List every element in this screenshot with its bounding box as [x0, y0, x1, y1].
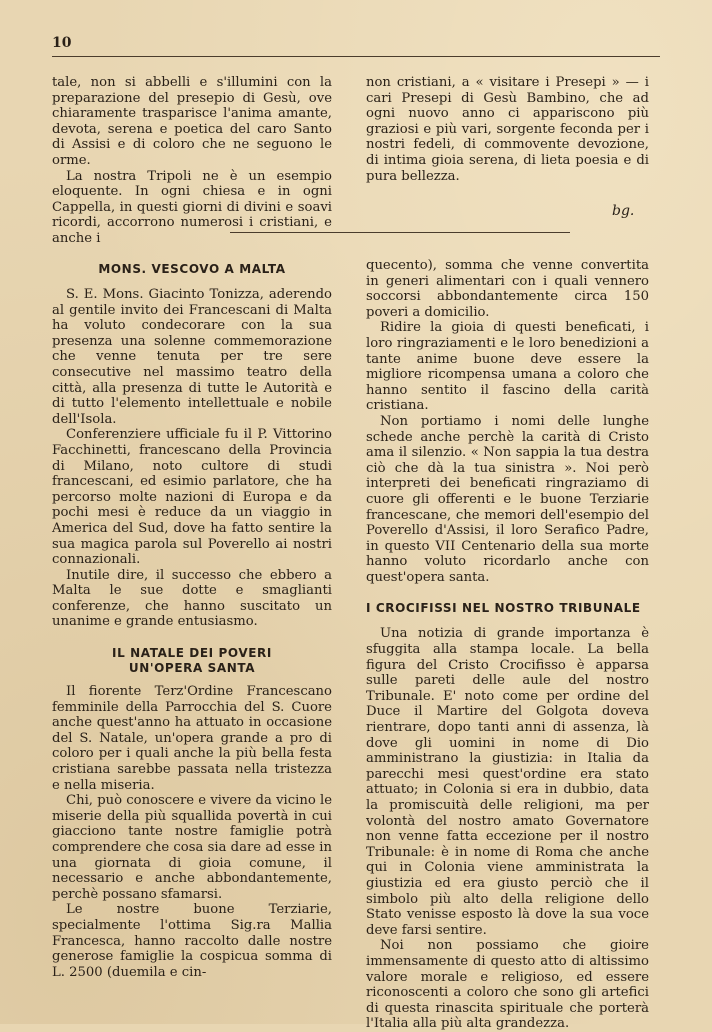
article-paragraph: Chi, può conoscere e vivere da vicino le miserie della più squallida povertà in cui giacciono tante nostre famiglie potrà comprendere che cosa sia dare ad esse in una giornata di gioia comune, il necessario e anche abbondantemente, perchè possano sfamarsi.	[52, 793, 332, 902]
left-column	[52, 258, 332, 980]
intro-right-column	[366, 75, 649, 184]
article-title	[52, 646, 332, 676]
article-title-line: UN'OPERA SANTA	[128, 661, 256, 676]
article-title-line: IL NATALE DEI POVERI	[112, 646, 272, 661]
top-rule	[52, 56, 660, 57]
article-paragraph: Inutile dire, il successo che ebbero a Malta le sue dotte e smaglianti conferenze, che hanno suscitato un unanime e grande entusiasmo.	[52, 567, 332, 630]
article-paragraph: S. E. Mons. Giacinto Tonizza, aderendo al gentile invito dei Francescani di Malta ha voluto condecorare con la sua presenza una solenne commemorazione che venne tenuta per tre sere consecutive nel massimo teatro della città, alla presenza di tutte le Autorità e di tutto l'elemento intellettuale e nobile dell'Isola.	[52, 287, 332, 427]
intro-paragraph: tale, non si abbelli e s'illumini con la preparazione del presepio di Gesù, ove chiaramente trasparisce l'anima amante, devota, serena e poetica del caro Santo di Assisi e di coloro che ne seguono le orme.	[52, 75, 332, 168]
right-column	[366, 258, 649, 1032]
article-paragraph: quecento), somma che venne convertita in generi alimentari con i quali vennero soccorsi abbondantemente circa 150 poveri a domicilio.	[366, 258, 649, 320]
page-number: 10	[52, 35, 72, 51]
article-paragraph: Noi non possiamo che gioire immensamente di questo atto di altissimo valore morale e religioso, ed essere riconoscenti a coloro che sono gli artefici di questa rinascita spirituale che porterà l'Italia alla più alta grandezza.	[366, 938, 649, 1032]
article-paragraph: Il fiorente Terz'Ordine Francescano femminile della Parrocchia del S. Cuore anche quest'anno ha attuato in occasione del S. Natale, un'opera grande a pro di coloro per i quali anche la più bella festa cristiana sarebbe passata nella tristezza e nella miseria.	[52, 684, 332, 793]
article-title: I CROCIFISSI NEL NOSTRO TRIBUNALE	[366, 601, 641, 616]
intro-left-column	[52, 75, 332, 247]
article-paragraph: Conferenziere ufficiale fu il P. Vittorino Facchinetti, francescano della Provincia di Milano, noto cultore di studi francescani, ed esimio parlatore, che ha percorso molte nazioni di Europa e da pochi mesi è reduce da un viaggio in America del Sud, dove ha fatto sentire la sua magica parola sul Poverello ai nostri connazionali.	[52, 427, 332, 568]
article-paragraph: Non portiamo i nomi delle lunghe schede anche perchè la carità di Cristo ama il silenzio. « Non sappia la tua destra ciò che dà la tua sinistra ». Noi però interpreti dei beneficati ringraziamo di cuore gli offerenti e le buone Terziarie francescane, che memori dell'esempio del Poverello d'Assisi, il loro Serafico Padre, in questo VII Centenario della sua morte hanno voluto ricordarlo anche con quest'opera santa.	[366, 413, 649, 585]
article-paragraph: Ridire la gioia di questi beneficati, i loro ringraziamenti e le loro benedizioni a tante anime buone deve essere la migliore ricompensa umana a coloro che hanno sentito il fascino della carità cristiana.	[366, 320, 649, 414]
intro-paragraph: non cristiani, a « visitare i Presepi » — i cari Presepi di Gesù Bambino, che ad ogni nuovo anno ci appariscono più graziosi e più vari, sorgente feconda per i nostri fedeli, di commovente devozione, di intima gioia serena, di lieta poesia e di pura bellezza.	[366, 75, 649, 184]
article-paragraph: Una notizia di grande importanza è sfuggita alla stampa locale. La bella figura del Cristo Crocifisso è apparsa sulle pareti delle aule del nostro Tribunale. E' noto come per ordine del Duce il Martire del Golgota doveva rientrare, dopo tanti anni di assenza, là dove gli uomini in nome di Dio amministrano la giustizia: in Italia da parecchi mesi quest'ordine era stato attuato; in Colonia si era in dubbio, data la promiscuità delle religioni, ma per volontà del nostro amato Governatore non venne fatta eccezione per il nostro Tribunale: è in nome di Roma che anche qui in Colonia viene amministrata la giustizia ed era giusto perciò che il simbolo più alto della religione dello Stato venisse esposto là dove la sua voce deve farsi sentire.	[366, 626, 649, 938]
section-divider	[230, 232, 570, 233]
intro-paragraph: La nostra Tripoli ne è un esempio eloquente. In ogni chiesa e in ogni Cappella, in questi giorni di divini e soavi ricordi, accorrono numerosi i cristiani, e anche i	[52, 168, 332, 246]
article-paragraph: Le nostre buone Terziarie, specialmente l'ottima Sig.ra Mallia Francesca, hanno raccolto dalle nostre generose famiglie la cospicua somma di L. 2500 (duemila e cin-	[52, 902, 332, 980]
article-title: MONS. VESCOVO A MALTA	[98, 262, 286, 276]
author-signature: bg.	[612, 203, 635, 219]
